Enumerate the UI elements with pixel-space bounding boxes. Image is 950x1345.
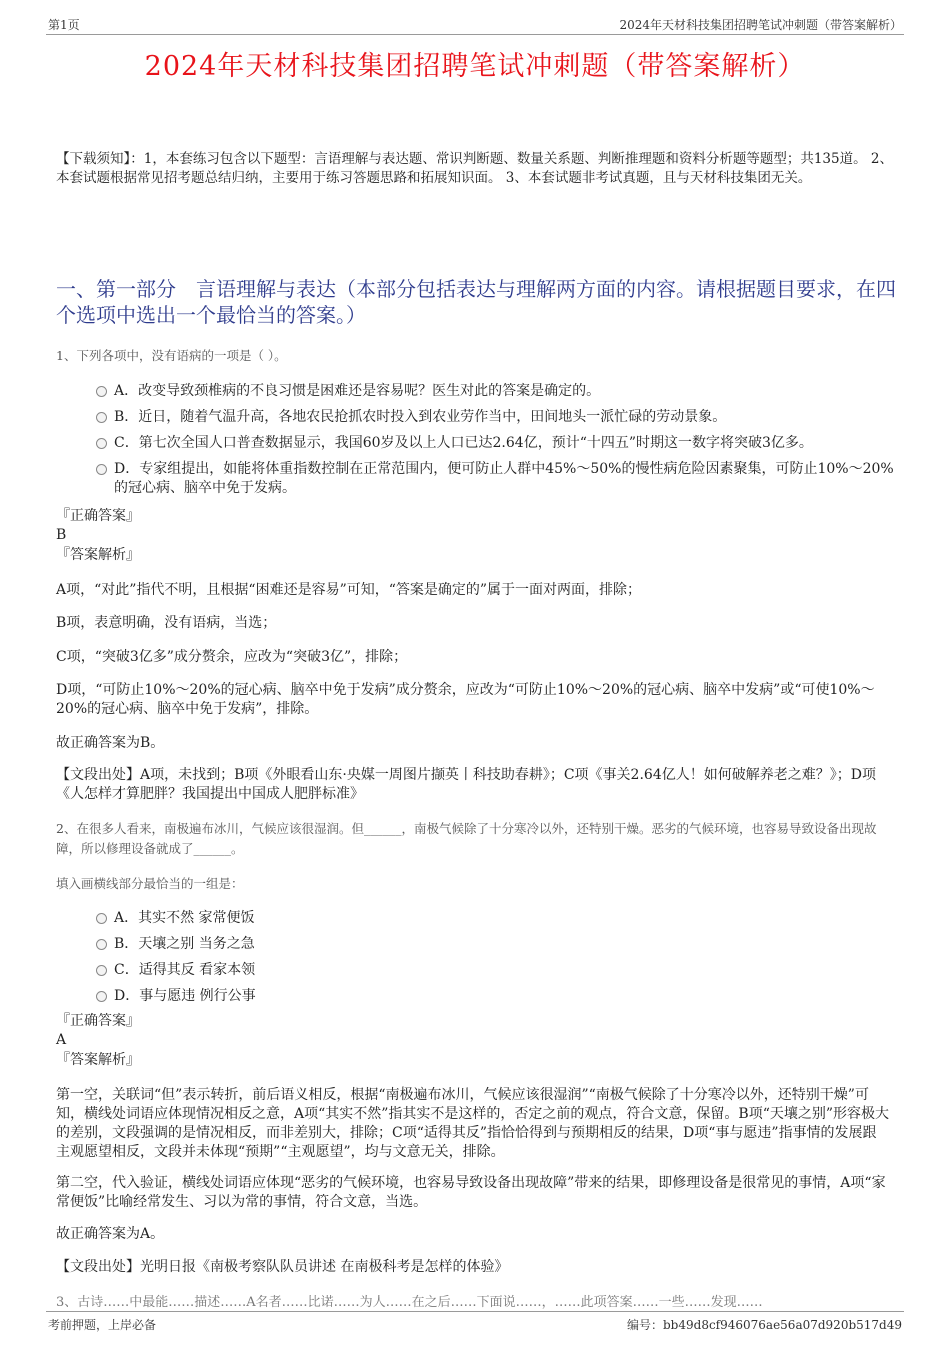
answer-value: A [56,1032,67,1048]
radio-icon[interactable] [96,965,107,976]
source-citation: 【文段出处】A项，未找到；B项《外眼看山东·央媒一周图片撷英丨科技助春耕》；C项《事关2.64亿人！如何破解养老之难？》；D项《人怎样才算肥胖？我国提出中国成人肥胖标准》 [56,767,876,802]
option-text: C．适得其反 看家本领 [114,962,256,978]
option-c[interactable] [96,434,896,453]
option-text: C．第七次全国人口普查数据显示，我国60岁及以上人口已达2.64亿，预计“十四五”时期这一数字将突破3亿多。 [114,435,813,451]
analysis-paragraph: A项，“对此”指代不明，且根据“困难还是容易”可知，“答案是确定的”属于一面对两面，排除； [56,582,642,598]
source-citation: 【文段出处】光明日报《南极考察队队员讲述 在南极科考是怎样的体验》 [56,1259,509,1275]
analysis-label: 『答案解析』 [56,1052,140,1068]
answer-label: 『正确答案』 [56,508,140,524]
footer-serial-number: 编号：bb49d8cf946076ae56a07d920b517d49 [627,1318,902,1332]
option-text: D．事与愿违 例行公事 [114,988,256,1004]
option-c[interactable] [96,961,896,980]
footer-slogan: 考前押题，上岸必备 [48,1318,157,1332]
analysis-conclusion: 故正确答案为B。 [56,735,165,751]
section-heading: 一、第一部分 言语理解与表达（本部分包括表达与理解两方面的内容。请根据题目要求，在四个选项中选出一个最恰当的答案。） [56,277,896,327]
analysis-paragraph: D项，“可防止10%～20%的冠心病、脑卒中免于发病”成分赘余，应改为“可防止10%～20%的冠心病、脑卒中发病”或“可使10%～20%的冠心病、脑卒中免于发病”，排除。 [56,682,875,717]
option-b[interactable] [96,935,896,954]
radio-icon[interactable] [96,438,107,449]
page-number: 第1页 [48,18,80,32]
option-d[interactable] [96,987,896,1006]
answer-value: B [56,527,67,543]
analysis-paragraph: B项，表意明确，没有语病，当选； [56,615,277,631]
analysis-paragraph: 第一空，关联词“但”表示转折，前后语义相反，根据“南极遍布冰川，气候应该很湿润”“南极气候除了十分寒冷以外，还特别干燥”可知，横线处词语应体现情况相反之意，A项“其实不然”指其实不是这样的，否定之前的观点，符合文意，保留。B项“天壤之别”形容极大的差别，文段强调的是情况相反，而非差别大，排除；C项“适得其反”指恰恰得到与预期相反的结果，D项“事与愿违”指事情的发展跟主观愿望相反，文段并未体现“预期”“主观愿望”，均与文意无关，排除。 [56,1087,890,1160]
analysis-paragraph: 第二空，代入验证，横线处词语应体现“恶劣的气候环境，也容易导致设备出现故障”带来的结果，即修理设备是很常见的事情，A项“家常便饭”比喻经常发生、习以为常的事情，符合文意，当选。 [56,1175,886,1210]
page-footer [46,1311,904,1332]
option-b[interactable] [96,408,896,427]
download-notice: 【下载须知】：1，本套练习包含以下题型：言语理解与表达题、常识判断题、数量关系题、判断推理题和资料分析题等题型；共135道。 2、本套试题根据常见招考题总结归纳，主要用于练习答题思路和拓展知识面。 3、本套试题非考试真题，且与天材科技集团无关。 [56,151,893,186]
analysis-paragraph: C项，“突破3亿多”成分赘余，应改为“突破3亿”，排除； [56,649,408,665]
question-2-options [96,909,896,1013]
question-1-options [96,382,896,505]
option-a[interactable] [96,909,896,928]
option-text: B．天壤之别 当务之急 [114,936,255,952]
radio-icon[interactable] [96,386,107,397]
radio-icon[interactable] [96,939,107,950]
header-doc-title: 2024年天材科技集团招聘笔试冲刺题（带答案解析） [619,18,902,32]
radio-icon[interactable] [96,412,107,423]
question-1-stem: 1、下列各项中，没有语病的一项是（ ）。 [56,348,287,363]
analysis-label: 『答案解析』 [56,547,140,563]
option-text: D．专家组提出，如能将体重指数控制在正常范围内，便可防止人群中45%～50%的慢性病危险因素聚集，可防止10%～20%的冠心病、脑卒中免于发病。 [114,461,894,496]
document-title: 2024年天材科技集团招聘笔试冲刺题（带答案解析） [144,51,806,82]
analysis-conclusion: 故正确答案为A。 [56,1226,165,1242]
option-text: A．其实不然 家常便饭 [114,910,255,926]
page-header [46,14,904,35]
option-d[interactable] [96,460,896,498]
radio-icon[interactable] [96,991,107,1002]
option-a[interactable] [96,382,896,401]
question-2-instruction: 填入画横线部分最恰当的一组是： [56,876,244,891]
option-text: B．近日，随着气温升高，各地农民抢抓农时投入到农业劳作当中，田间地头一派忙碌的劳动景象。 [114,409,727,425]
option-text: A．改变导致颈椎病的不良习惯是困难还是容易呢？医生对此的答案是确定的。 [114,383,601,399]
cut-off-next-question: 3、古诗……中最能……描述……A名者……比诺……为人……在之后……下面说……，……此项答案……一些……发现…… [56,1295,763,1310]
question-2-stem: 2、在很多人看来，南极遍布冰川，气候应该很湿润。但______，南极气候除了十分寒冷以外，还特别干燥。恶劣的气候环境，也容易导致设备出现故障，所以修理设备就成了______。 [56,821,877,856]
radio-icon[interactable] [96,913,107,924]
answer-label: 『正确答案』 [56,1013,140,1029]
radio-icon[interactable] [96,464,107,475]
